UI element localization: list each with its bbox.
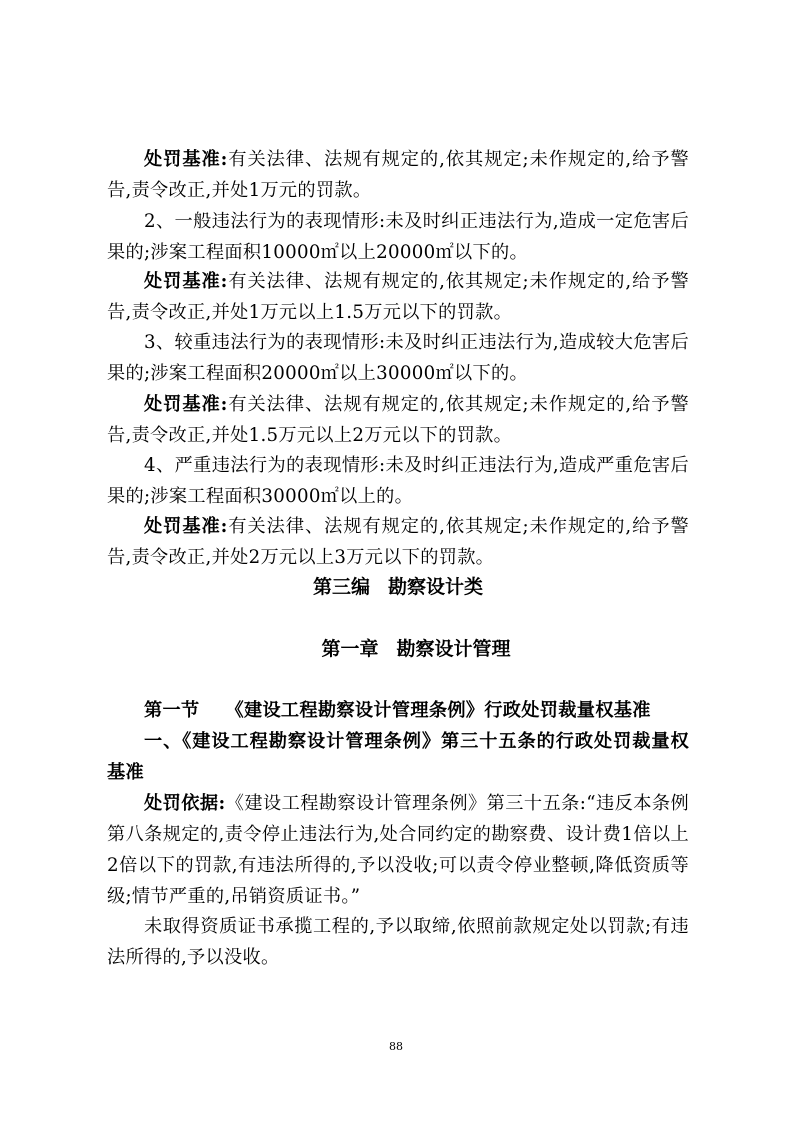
penalty-standard-label: 处罚基准: xyxy=(144,516,228,537)
subsection-heading: 一、《建设工程勘察设计管理条例》第三十五条的行政处罚裁量权基准 xyxy=(107,731,689,783)
penalty-basis-label: 处罚依据: xyxy=(144,793,226,814)
paragraph-text: 2、一般违法行为的表现情形:未及时纠正违法行为,造成一定危害后果的;涉案工程面积10000㎡以上20000㎡以下的。 xyxy=(107,211,689,263)
part-heading xyxy=(107,571,689,603)
penalty-standard-label: 处罚基准: xyxy=(144,149,228,170)
part-heading-title: 勘察设计类 xyxy=(388,576,484,598)
penalty-standard-paragraph-1 xyxy=(107,144,689,206)
unlicensed-contracting-paragraph: 未取得资质证书承揽工程的,予以取缔,依照前款规定处以罚款;有违法所得的,予以没收。 xyxy=(107,916,689,968)
penalty-standard-label: 处罚基准: xyxy=(144,394,228,415)
section-heading xyxy=(107,695,689,726)
penalty-standard-paragraph-2 xyxy=(107,266,689,328)
penalty-basis-paragraph xyxy=(107,788,689,912)
paragraph-text: 有关法律、法规有规定的,依其规定;未作规定的,给予警告,责令改正,并处2万元以上3万元以下的罚款。 xyxy=(107,516,689,568)
section-heading-title: 《建设工程勘察设计管理条例》行政处罚裁量权基准 xyxy=(225,700,651,721)
paragraph-text: 《建设工程勘察设计管理条例》第三十五条:“违反本条例第八条规定的,责令停止违法行为,处合同约定的勘察费、设计费1倍以上2倍以下的罚款,有违法所得的,予以没收;可以责令停业整顿,降低资质等级;情节严重的,吊销资质证书。” xyxy=(107,793,689,907)
violation-severe-paragraph xyxy=(107,450,689,512)
violation-serious-paragraph xyxy=(107,327,689,389)
part-heading-label: 第三编 xyxy=(312,576,370,598)
section-heading-label: 第一节 xyxy=(144,700,200,721)
paragraph-text: 有关法律、法规有规定的,依其规定;未作规定的,给予警告,责令改正,并处1万元的罚款。 xyxy=(107,149,689,201)
paragraph-text: 有关法律、法规有规定的,依其规定;未作规定的,给予警告,责令改正,并处1万元以上1.5万元以下的罚款。 xyxy=(107,271,689,323)
chapter-heading-title: 勘察设计管理 xyxy=(396,638,511,660)
chapter-heading-label: 第一章 xyxy=(321,638,379,660)
penalty-standard-paragraph-4 xyxy=(107,511,689,573)
penalty-standard-paragraph-3 xyxy=(107,389,689,451)
paragraph-text: 有关法律、法规有规定的,依其规定;未作规定的,给予警告,责令改正,并处1.5万元以上2万元以下的罚款。 xyxy=(107,394,689,446)
violation-general-paragraph xyxy=(107,206,689,268)
chapter-heading xyxy=(125,633,707,665)
page-number: 88 xyxy=(389,1040,403,1053)
paragraph-text: 3、较重违法行为的表现情形:未及时纠正违法行为,造成较大危害后果的;涉案工程面积20000㎡以上30000㎡以下的。 xyxy=(107,332,689,384)
paragraph-text: 4、严重违法行为的表现情形:未及时纠正违法行为,造成严重危害后果的;涉案工程面积30000㎡以上的。 xyxy=(107,455,689,507)
penalty-standard-label: 处罚基准: xyxy=(144,271,228,292)
